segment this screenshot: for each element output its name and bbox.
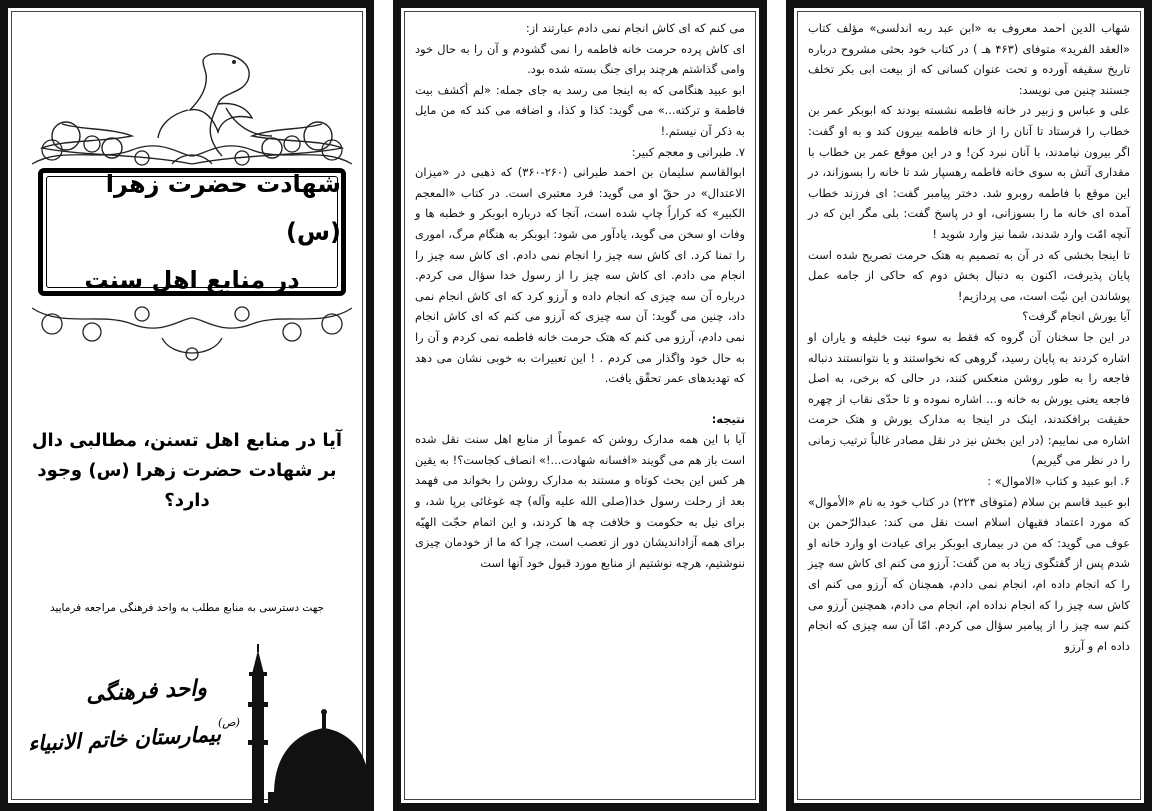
cover-title-line-2: در منابع اهل سنت [84, 266, 300, 294]
conclusion-text: آیا با این همه مدارک روشن که عموماً از منابع اهل سنت نقل شده است باز هم می گویند «افسانه شهادت...!» انصاف کجاست؟! به یقین هر کس این بحث کوتاه و مستند به مدارک روشن را بخواند می فهمد بعد از رحلت رسول خدا(صلی الله علیه وآله) چه غوغائی برپا شد، و برای نیل به حکومت و خلافت چه ها کردند، و این اتمام حجّت الهیّه برای همه آزاداندیشان دور از تعصب است، چرا که ما از خودمان چیزی ننوشتیم، هرچه نوشتیم از منابع مورد قبول خود آنها است [415, 432, 745, 570]
cover-title-line-1: شهادت حضرت زهرا (س) [105, 170, 341, 246]
conclusion-heading: نتیجه: [711, 411, 745, 426]
cover-question: آیا در منابع اهل تسنن، مطالبی دال بر شهادت حضرت زهرا (س) وجود دارد؟ [31, 430, 343, 511]
right-paragraph-2: علی و عباس و زبیر در خانه فاطمه نشسته بودند که ابوبکر عمر بن خطاب را فرستاد تا آنان را از خانه فاطمه بیرون کند و به او گفت: اگر بیرون نیامدند، با آنان نبرد کن! و در این موقع عمر بن خطاب با مقداری آتش به سوی خانه فاطمه رهسپار شد تا خانه را بسوزاند، در این موقع با فاطمه روبرو شد. دختر پیامبر گفت: ای فرزند خطاب آمده ای خانه ما را بسوزانی، او در پاسخ گفت: بلی مگر این که در آنچه امّت وارد شدند، شما نیز وارد شوید ! [808, 103, 1130, 241]
cultural-unit-mark: (ص) [218, 716, 240, 729]
right-text-panel [786, 0, 1152, 811]
middle-paragraph-5: ابوالقاسم سلیمان بن احمد طبرانی (۲۶۰-۳۶۰) که ذهبی در «میزان الاعتدال» در حقّ او می گوید: فرد معتبری است. در کتاب «المعجم الکبیر» که کراراً چاپ شده است، آنجا که درباره ابوبکر و خطبه ها و وفات او سخن می گوید، یادآور می شود: ابوبکر به هنگام مرگ، اموری را تمنا کرد. ای کاش سه چیز را انجام نمی دادم. ای کاش سه چیز را انجام می دادم. ای کاش سه چیز را از رسول خدا سؤال می کردم. درباره آن سه چیزی که انجام داده و آرزو کرد که ای کاش انجام نمی داد، چنین می گوید: آن سه چیزی که آرزو می کنم که ای کاش انجام نمی دادم، آرزو می کنم که هتک حرمت خانه فاطمه نمی کردم و آن را به حال خود واگذار می کردم . ! این تعبیرات به خوبی نشان می دهد که تهدیدهای عمر تحقّق یافت. [415, 165, 745, 386]
middle-paragraph-3: ابو عبید هنگامی که به اینجا می رسد به جای جمله: «لم أکشف بیت فاطمة و ترکته...» می گوید: کذا و کذا، و اضافه می کند که من مایل به ذکر آن نیستم.! [415, 82, 745, 138]
cultural-unit-signature: واحد فرهنگی [85, 674, 208, 708]
right-paragraph-1: شهاب الدین احمد معروف به «ابن عبد ربه اندلسی» مؤلف کتاب «العقد الفرید» متوفای (۴۶۳ هـ ) در کتاب خود بحثی مشروح درباره تاریخ سقیفه آورده و تحت عنوان کسانی که از بیعت ابی بکر تخلف جستند چنین می نویسد: [808, 21, 1131, 97]
paragraph-gap [415, 389, 745, 409]
hospital-signature: بیمارستان خاتم الانبیاء [27, 720, 222, 757]
middle-text-panel [393, 0, 767, 811]
right-paragraph-4: آیا یورش انجام گرفت؟ [1022, 309, 1130, 324]
scroll-ornament-bottom-icon [22, 298, 362, 368]
mosque-silhouette-icon [240, 644, 374, 811]
right-paragraph-5: در این جا سخنان آن گروه که فقط به سوء نیت خلیفه و یاران او اشاره کردند به پایان رسید، گروهی که نخواستند و یا نتوانستند دنباله فاجعه را به طور روشن منعکس کنند، در حالی که برخی، به اصل فاجعه یعنی یورش به خانه و... اشاره نموده و تا حدّی نقاب از چهره حقیقت برافکندند، اینک در اینجا به مدارک یورش و هتک حرمت اشاره می نماییم: (در این بخش نیز در نقل مصادر غالباً ترتیب زمانی را در نظر می گیریم) [808, 329, 1130, 468]
cover-access-note: جهت دسترسی به منابع مطلب به واحد فرهنگی مراجعه فرمایید [49, 602, 325, 614]
right-paragraph-6: ۶. ابو عبید و کتاب «الاموال» : [987, 474, 1130, 489]
middle-text-column [415, 18, 745, 573]
cover-title-box [38, 168, 346, 296]
right-paragraph-7: ابو عبید قاسم بن سلام (متوفای ۲۲۴) در کتاب خود به نام «الأموال» که مورد اعتماد فقیهان اسلام است نقل می کند: عبدالرّحمن بن عوف می گوید: که من در بیماری ابوبکر برای عیادت او وارد خانه او شدم پس از گفتگوی زیاد به من گفت: آرزو می کنم ای کاش سه چیز را که انجام داده ام، انجام نمی دادم، همچنان که آرزو می کنم ای کاش سه چیز را که انجام نداده ام، انجام می دادم، همچنین آرزو می کنم سه چیز را از پیامبر سؤال می کردم. امّا آن سه چیزی که انجام داده ام و آرزو [808, 494, 1130, 653]
middle-paragraph-4: ۷. طبرانی و معجم کبیر: [631, 144, 745, 159]
right-text-column [808, 18, 1130, 656]
right-paragraph-3: تا اینجا بخشی که در آن به تصمیم به هتک حرمت تصریح شده است پایان پذیرفت، اکنون به دنبال بخش دوم که حاکی از جامه عمل پوشاندن این نیّت است، می پردازیم! [808, 247, 1130, 303]
cover-panel [0, 0, 374, 811]
middle-paragraph-2: ای کاش پرده حرمت خانه فاطمه را نمی گشودم و آن را به حال خود وامی گذاشتم هرچند برای جنگ بسته شده بود. [415, 41, 745, 77]
middle-paragraph-1: می کنم که ای کاش انجام نمی دادم عبارتند از: [525, 21, 745, 35]
